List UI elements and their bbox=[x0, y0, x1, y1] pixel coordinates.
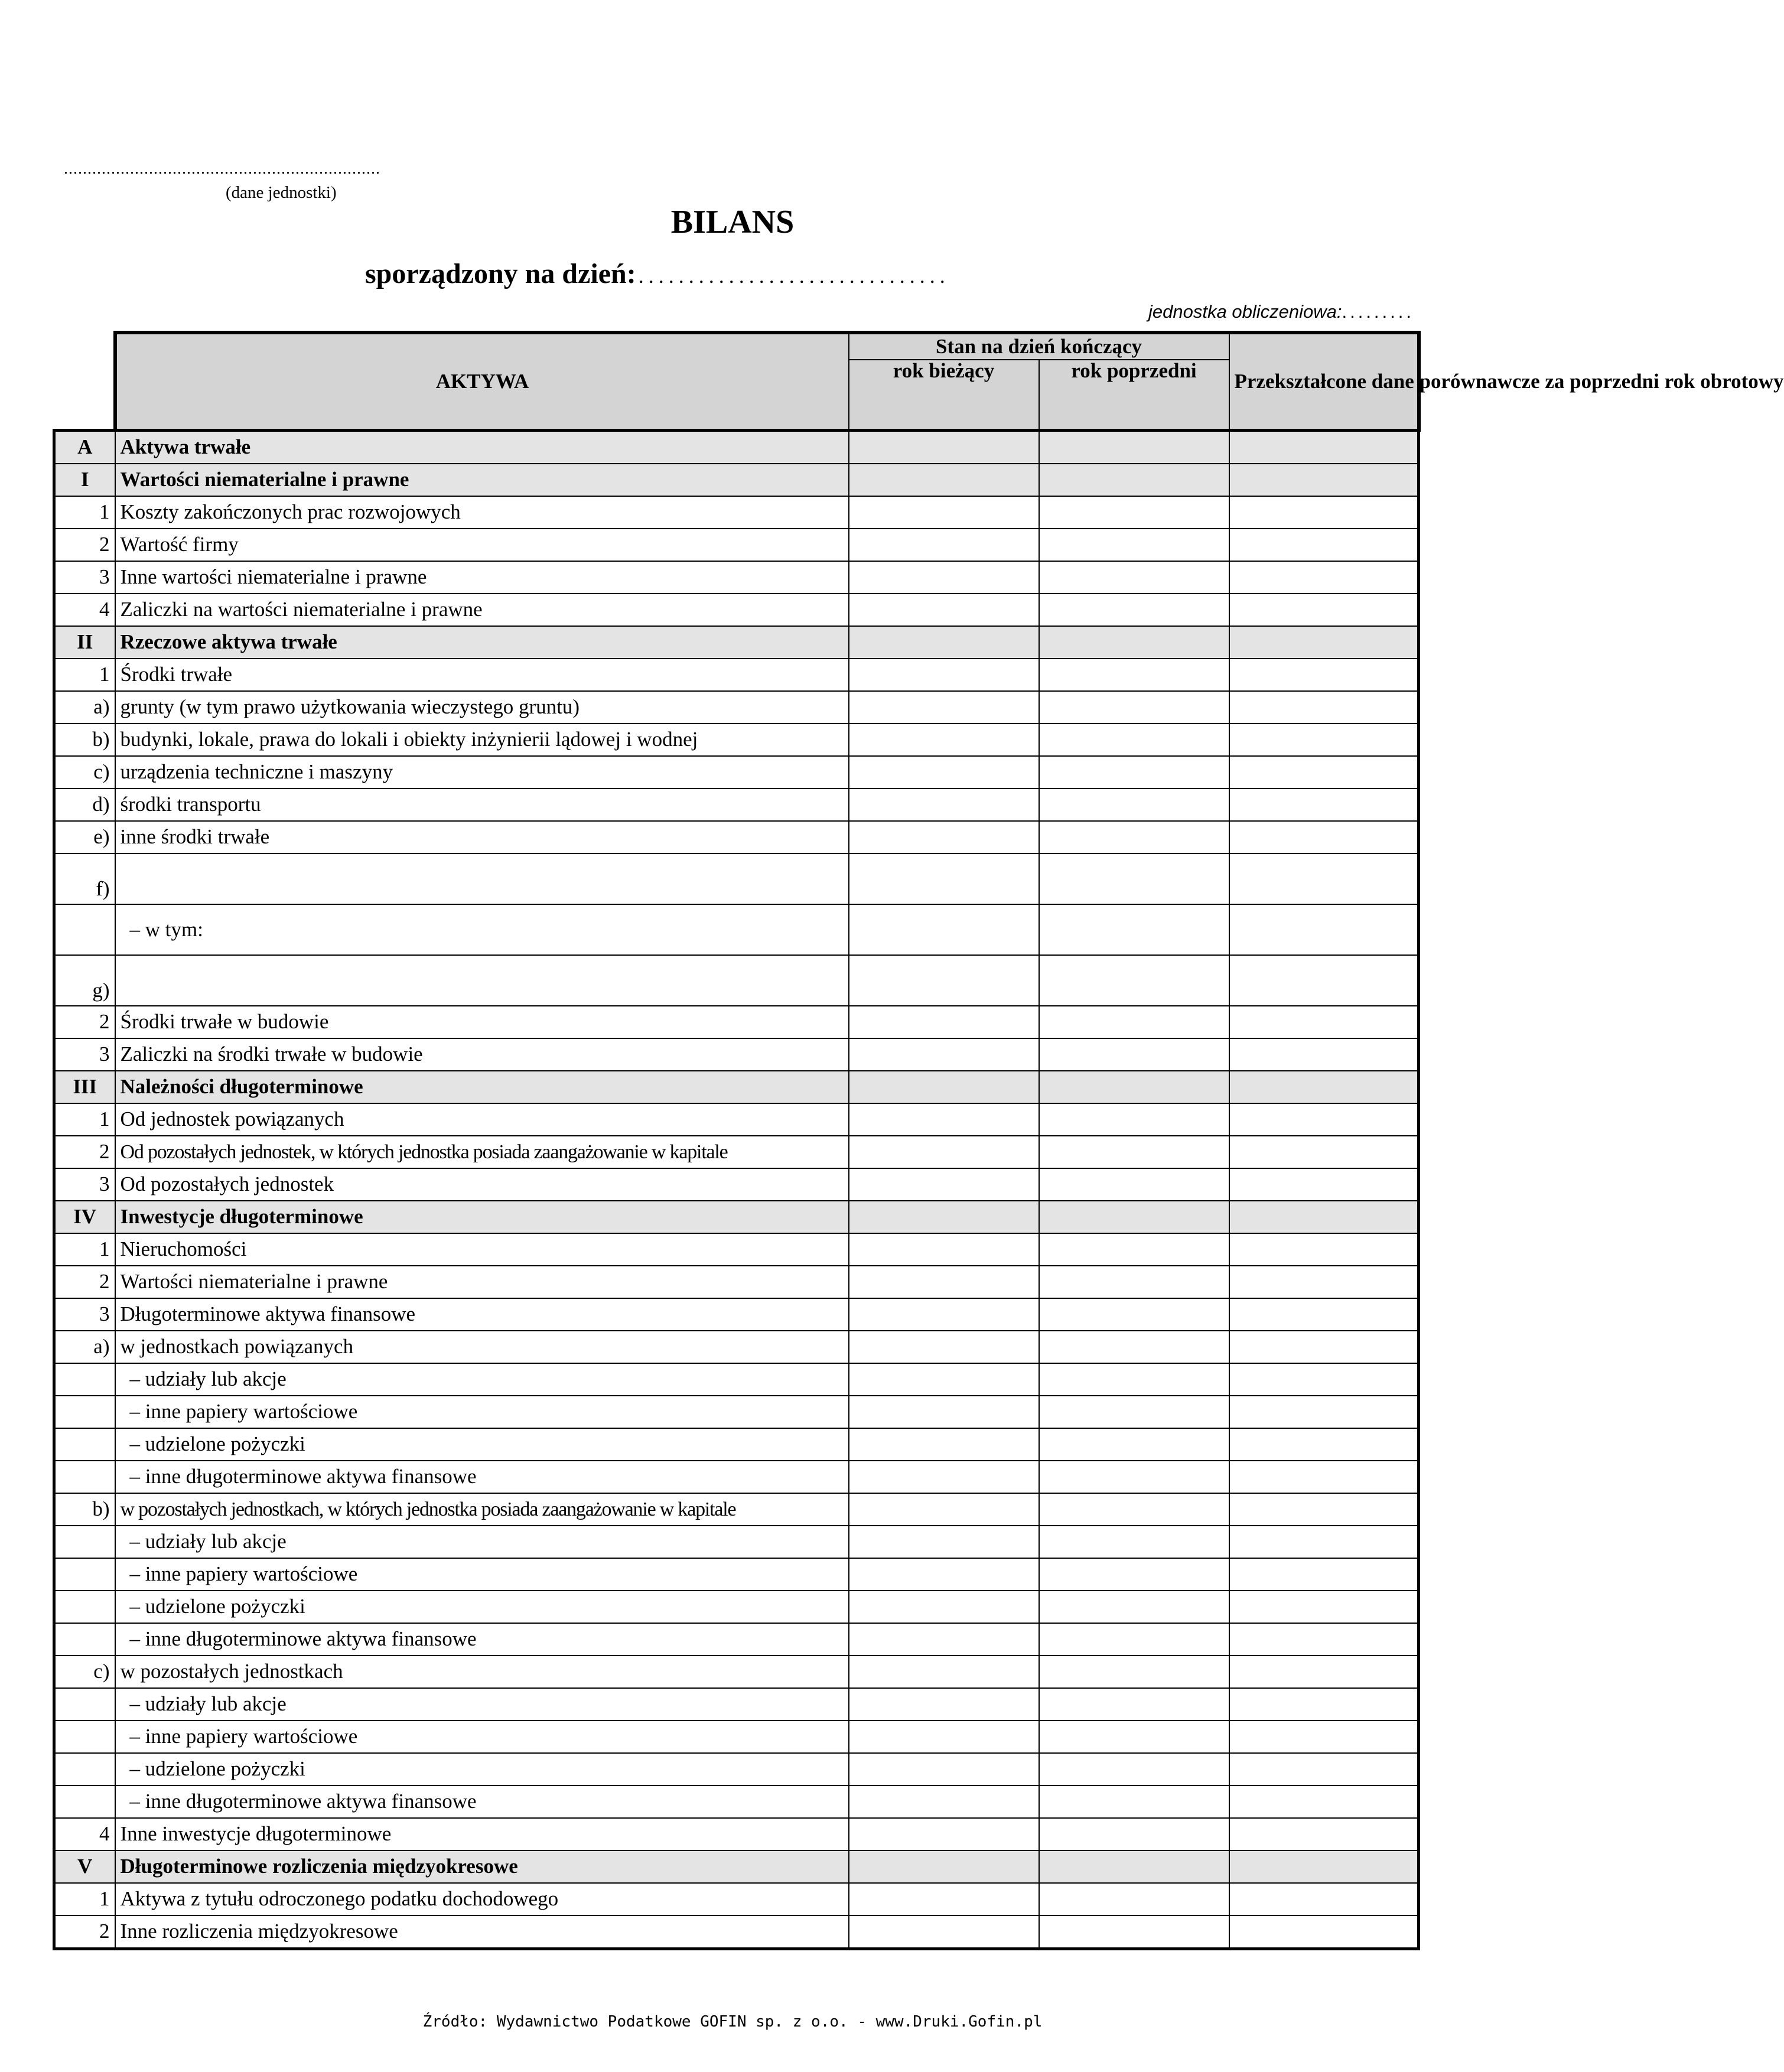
converted-value-cell[interactable] bbox=[1229, 431, 1419, 464]
converted-value-cell[interactable] bbox=[1229, 1396, 1419, 1428]
current-year-value-cell[interactable] bbox=[849, 789, 1039, 821]
converted-value-cell[interactable] bbox=[1229, 1786, 1419, 1818]
row-number bbox=[54, 1428, 115, 1461]
row-number: 2 bbox=[54, 1006, 115, 1038]
previous-year-value-cell[interactable] bbox=[1039, 904, 1229, 955]
row-number: 4 bbox=[54, 594, 115, 626]
row-label: Rzeczowe aktywa trwałe bbox=[115, 626, 849, 659]
row-label: Aktywa trwałe bbox=[115, 431, 849, 464]
row-number: 3 bbox=[54, 1168, 115, 1201]
table-row bbox=[54, 529, 1419, 561]
row-label: Zaliczki na wartości niematerialne i prawne bbox=[115, 594, 849, 626]
previous-year-value-cell[interactable] bbox=[1039, 1103, 1229, 1136]
previous-year-value-cell[interactable] bbox=[1039, 1233, 1229, 1266]
converted-value-cell[interactable] bbox=[1229, 1558, 1419, 1591]
current-year-value-cell[interactable] bbox=[849, 1883, 1039, 1915]
current-year-value-cell[interactable] bbox=[849, 626, 1039, 659]
previous-year-value-cell[interactable] bbox=[1039, 853, 1229, 904]
row-number bbox=[54, 1363, 115, 1396]
row-number bbox=[54, 1721, 115, 1753]
previous-year-value-cell[interactable] bbox=[1039, 789, 1229, 821]
table-row bbox=[54, 1623, 1419, 1656]
current-year-value-cell[interactable] bbox=[849, 1786, 1039, 1818]
table-row bbox=[54, 1396, 1419, 1428]
header-blank-cell bbox=[54, 333, 115, 431]
current-year-value-cell[interactable] bbox=[849, 594, 1039, 626]
current-year-value-cell[interactable] bbox=[849, 1493, 1039, 1526]
current-year-value-cell[interactable] bbox=[849, 691, 1039, 724]
table-row bbox=[54, 1786, 1419, 1818]
row-label bbox=[115, 955, 849, 1006]
previous-year-value-cell[interactable] bbox=[1039, 1266, 1229, 1298]
converted-value-cell[interactable] bbox=[1229, 464, 1419, 496]
previous-year-value-cell[interactable] bbox=[1039, 1136, 1229, 1168]
row-number: 1 bbox=[54, 1883, 115, 1915]
date-field-dots: ............................... bbox=[638, 264, 950, 288]
row-label: Długoterminowe rozliczenia międzyokresowe bbox=[115, 1851, 849, 1883]
previous-year-value-cell[interactable] bbox=[1039, 431, 1229, 464]
converted-value-cell[interactable] bbox=[1229, 1071, 1419, 1103]
unit-data-caption: (dane jednostki) bbox=[226, 183, 337, 202]
table-row bbox=[54, 724, 1419, 756]
header-previous-year: rok poprzedni bbox=[1039, 360, 1229, 431]
current-year-value-cell[interactable] bbox=[849, 1363, 1039, 1396]
row-number bbox=[54, 1461, 115, 1493]
converted-value-cell[interactable] bbox=[1229, 659, 1419, 691]
previous-year-value-cell[interactable] bbox=[1039, 1786, 1229, 1818]
row-number: I bbox=[54, 464, 115, 496]
converted-value-cell[interactable] bbox=[1229, 1753, 1419, 1786]
converted-value-cell[interactable] bbox=[1229, 1103, 1419, 1136]
row-number: c) bbox=[54, 756, 115, 789]
converted-value-cell[interactable] bbox=[1229, 1233, 1419, 1266]
previous-year-value-cell[interactable] bbox=[1039, 724, 1229, 756]
converted-value-cell[interactable] bbox=[1229, 904, 1419, 955]
header-current-year: rok bieżący bbox=[849, 360, 1039, 431]
current-year-value-cell[interactable] bbox=[849, 1526, 1039, 1558]
converted-value-cell[interactable] bbox=[1229, 1656, 1419, 1688]
row-label: – inne papiery wartościowe bbox=[115, 1721, 849, 1753]
calculation-unit-dots: ......... bbox=[1342, 301, 1414, 322]
converted-value-cell[interactable] bbox=[1229, 1851, 1419, 1883]
converted-value-cell[interactable] bbox=[1229, 626, 1419, 659]
row-label: Inne rozliczenia międzyokresowe bbox=[115, 1915, 849, 1949]
balance-sheet-rows bbox=[54, 431, 1419, 1949]
row-label: Wartość firmy bbox=[115, 529, 849, 561]
converted-value-cell[interactable] bbox=[1229, 1493, 1419, 1526]
table-row bbox=[54, 1071, 1419, 1103]
row-label bbox=[115, 853, 849, 904]
header-state-at-end: Stan na dzień kończący bbox=[849, 333, 1229, 360]
current-year-value-cell[interactable] bbox=[849, 1851, 1039, 1883]
table-row bbox=[54, 1915, 1419, 1949]
previous-year-value-cell[interactable] bbox=[1039, 1558, 1229, 1591]
converted-value-cell[interactable] bbox=[1229, 1526, 1419, 1558]
row-label: Środki trwałe w budowie bbox=[115, 1006, 849, 1038]
converted-value-cell[interactable] bbox=[1229, 756, 1419, 789]
row-number: e) bbox=[54, 821, 115, 853]
row-label: Nieruchomości bbox=[115, 1233, 849, 1266]
row-label: – inne długoterminowe aktywa finansowe bbox=[115, 1461, 849, 1493]
table-row bbox=[54, 1461, 1419, 1493]
previous-year-value-cell[interactable] bbox=[1039, 955, 1229, 1006]
table-row bbox=[54, 594, 1419, 626]
table-row bbox=[54, 1298, 1419, 1331]
row-number: II bbox=[54, 626, 115, 659]
converted-value-cell[interactable] bbox=[1229, 1461, 1419, 1493]
converted-value-cell[interactable] bbox=[1229, 1168, 1419, 1201]
row-number bbox=[54, 1396, 115, 1428]
previous-year-value-cell[interactable] bbox=[1039, 1753, 1229, 1786]
row-label: grunty (w tym prawo użytkowania wieczystego gruntu) bbox=[115, 691, 849, 724]
previous-year-value-cell[interactable] bbox=[1039, 1493, 1229, 1526]
current-year-value-cell[interactable] bbox=[849, 1331, 1039, 1363]
row-label: Wartości niematerialne i prawne bbox=[115, 1266, 849, 1298]
row-label: – inne papiery wartościowe bbox=[115, 1396, 849, 1428]
row-label: Długoterminowe aktywa finansowe bbox=[115, 1298, 849, 1331]
row-label: budynki, lokale, prawa do lokali i obiekty inżynierii lądowej i wodnej bbox=[115, 724, 849, 756]
row-label: Należności długoterminowe bbox=[115, 1071, 849, 1103]
row-label: w pozostałych jednostkach bbox=[115, 1656, 849, 1688]
row-label: Wartości niematerialne i prawne bbox=[115, 464, 849, 496]
current-year-value-cell[interactable] bbox=[849, 1818, 1039, 1851]
row-label: – udzielone pożyczki bbox=[115, 1753, 849, 1786]
previous-year-value-cell[interactable] bbox=[1039, 594, 1229, 626]
converted-value-cell[interactable] bbox=[1229, 1623, 1419, 1656]
current-year-value-cell[interactable] bbox=[849, 1591, 1039, 1623]
table-row bbox=[54, 561, 1419, 594]
row-number: 3 bbox=[54, 1038, 115, 1071]
table-row bbox=[54, 626, 1419, 659]
previous-year-value-cell[interactable] bbox=[1039, 821, 1229, 853]
row-number: A bbox=[54, 431, 115, 464]
row-label: – inne długoterminowe aktywa finansowe bbox=[115, 1623, 849, 1656]
calculation-unit-line bbox=[1148, 301, 1414, 322]
converted-value-cell[interactable] bbox=[1229, 1298, 1419, 1331]
row-number: 2 bbox=[54, 1136, 115, 1168]
row-label: Inwestycje długoterminowe bbox=[115, 1201, 849, 1233]
table-row bbox=[54, 1201, 1419, 1233]
row-number: b) bbox=[54, 1493, 115, 1526]
previous-year-value-cell[interactable] bbox=[1039, 659, 1229, 691]
current-year-value-cell[interactable] bbox=[849, 1168, 1039, 1201]
previous-year-value-cell[interactable] bbox=[1039, 1915, 1229, 1949]
current-year-value-cell[interactable] bbox=[849, 1266, 1039, 1298]
row-number bbox=[54, 904, 115, 955]
row-number: III bbox=[54, 1071, 115, 1103]
previous-year-value-cell[interactable] bbox=[1039, 1201, 1229, 1233]
row-number bbox=[54, 1786, 115, 1818]
current-year-value-cell[interactable] bbox=[849, 724, 1039, 756]
table-row bbox=[54, 1526, 1419, 1558]
row-number: g) bbox=[54, 955, 115, 1006]
current-year-value-cell[interactable] bbox=[849, 1006, 1039, 1038]
calculation-unit-label: jednostka obliczeniowa: bbox=[1148, 301, 1342, 322]
row-number: c) bbox=[54, 1656, 115, 1688]
row-number: 4 bbox=[54, 1818, 115, 1851]
row-number: 3 bbox=[54, 561, 115, 594]
table-row bbox=[54, 1363, 1419, 1396]
row-number: 1 bbox=[54, 1233, 115, 1266]
converted-value-cell[interactable] bbox=[1229, 1201, 1419, 1233]
current-year-value-cell[interactable] bbox=[849, 756, 1039, 789]
row-label: inne środki trwałe bbox=[115, 821, 849, 853]
row-number: 1 bbox=[54, 1103, 115, 1136]
current-year-value-cell[interactable] bbox=[849, 1721, 1039, 1753]
table-row bbox=[54, 1688, 1419, 1721]
balance-sheet-table bbox=[53, 331, 1784, 1950]
table-row bbox=[54, 1331, 1419, 1363]
current-year-value-cell[interactable] bbox=[849, 1656, 1039, 1688]
row-label: – udziały lub akcje bbox=[115, 1688, 849, 1721]
row-label: – udziały lub akcje bbox=[115, 1526, 849, 1558]
previous-year-value-cell[interactable] bbox=[1039, 1851, 1229, 1883]
current-year-value-cell[interactable] bbox=[849, 1753, 1039, 1786]
row-label: Aktywa z tytułu odroczonego podatku dochodowego bbox=[115, 1883, 849, 1915]
table-row bbox=[54, 789, 1419, 821]
current-year-value-cell[interactable] bbox=[849, 1688, 1039, 1721]
table-row bbox=[54, 496, 1419, 529]
previous-year-value-cell[interactable] bbox=[1039, 1623, 1229, 1656]
row-number bbox=[54, 1591, 115, 1623]
row-label: Od jednostek powiązanych bbox=[115, 1103, 849, 1136]
row-number bbox=[54, 1753, 115, 1786]
current-year-value-cell[interactable] bbox=[849, 1201, 1039, 1233]
converted-value-cell[interactable] bbox=[1229, 1006, 1419, 1038]
table-row bbox=[54, 659, 1419, 691]
row-number: 3 bbox=[54, 1298, 115, 1331]
current-year-value-cell[interactable] bbox=[849, 1233, 1039, 1266]
table-row bbox=[54, 1591, 1419, 1623]
previous-year-value-cell[interactable] bbox=[1039, 1038, 1229, 1071]
row-label: środki transportu bbox=[115, 789, 849, 821]
converted-value-cell[interactable] bbox=[1229, 789, 1419, 821]
previous-year-value-cell[interactable] bbox=[1039, 1363, 1229, 1396]
row-label: urządzenia techniczne i maszyny bbox=[115, 756, 849, 789]
table-row bbox=[54, 1753, 1419, 1786]
table-row bbox=[54, 1558, 1419, 1591]
previous-year-value-cell[interactable] bbox=[1039, 1818, 1229, 1851]
current-year-value-cell[interactable] bbox=[849, 431, 1039, 464]
converted-value-cell[interactable] bbox=[1229, 1266, 1419, 1298]
table-row bbox=[54, 691, 1419, 724]
row-label: Środki trwałe bbox=[115, 659, 849, 691]
row-number: 2 bbox=[54, 1266, 115, 1298]
table-row bbox=[54, 756, 1419, 789]
converted-value-cell[interactable] bbox=[1229, 529, 1419, 561]
current-year-value-cell[interactable] bbox=[849, 561, 1039, 594]
row-label: – inne długoterminowe aktywa finansowe bbox=[115, 1786, 849, 1818]
previous-year-value-cell[interactable] bbox=[1039, 1591, 1229, 1623]
table-row bbox=[54, 464, 1419, 496]
row-number: a) bbox=[54, 1331, 115, 1363]
table-row bbox=[54, 1038, 1419, 1071]
current-year-value-cell[interactable] bbox=[849, 1038, 1039, 1071]
table-row bbox=[54, 431, 1419, 464]
row-number bbox=[54, 1688, 115, 1721]
current-year-value-cell[interactable] bbox=[849, 904, 1039, 955]
previous-year-value-cell[interactable] bbox=[1039, 561, 1229, 594]
row-number: a) bbox=[54, 691, 115, 724]
previous-year-value-cell[interactable] bbox=[1039, 1006, 1229, 1038]
current-year-value-cell[interactable] bbox=[849, 1396, 1039, 1428]
converted-value-cell[interactable] bbox=[1229, 1363, 1419, 1396]
table-row bbox=[54, 853, 1419, 904]
converted-value-cell[interactable] bbox=[1229, 1688, 1419, 1721]
current-year-value-cell[interactable] bbox=[849, 1623, 1039, 1656]
row-number: b) bbox=[54, 724, 115, 756]
previous-year-value-cell[interactable] bbox=[1039, 756, 1229, 789]
previous-year-value-cell[interactable] bbox=[1039, 1071, 1229, 1103]
previous-year-value-cell[interactable] bbox=[1039, 529, 1229, 561]
row-number: f) bbox=[54, 853, 115, 904]
previous-year-value-cell[interactable] bbox=[1039, 1721, 1229, 1753]
previous-year-value-cell[interactable] bbox=[1039, 496, 1229, 529]
table-row bbox=[54, 1851, 1419, 1883]
row-label: Od pozostałych jednostek bbox=[115, 1168, 849, 1201]
previous-year-value-cell[interactable] bbox=[1039, 1688, 1229, 1721]
table-row bbox=[54, 1493, 1419, 1526]
converted-value-cell[interactable] bbox=[1229, 1915, 1419, 1949]
converted-value-cell[interactable] bbox=[1229, 1136, 1419, 1168]
date-line bbox=[365, 258, 950, 290]
converted-value-cell[interactable] bbox=[1229, 724, 1419, 756]
table-row bbox=[54, 1103, 1419, 1136]
previous-year-value-cell[interactable] bbox=[1039, 1461, 1229, 1493]
previous-year-value-cell[interactable] bbox=[1039, 1168, 1229, 1201]
converted-value-cell[interactable] bbox=[1229, 853, 1419, 904]
row-label: – udziały lub akcje bbox=[115, 1363, 849, 1396]
converted-value-cell[interactable] bbox=[1229, 1591, 1419, 1623]
table-row bbox=[54, 1168, 1419, 1201]
converted-value-cell[interactable] bbox=[1229, 1038, 1419, 1071]
previous-year-value-cell[interactable] bbox=[1039, 1883, 1229, 1915]
date-label: sporządzony na dzień: bbox=[365, 258, 636, 289]
row-label: w jednostkach powiązanych bbox=[115, 1331, 849, 1363]
page-title: BILANS bbox=[670, 204, 795, 240]
converted-value-cell[interactable] bbox=[1229, 821, 1419, 853]
row-label: Od pozostałych jednostek, w których jednostka posiada zaangażowanie w kapitale bbox=[115, 1136, 849, 1168]
row-number: IV bbox=[54, 1201, 115, 1233]
current-year-value-cell[interactable] bbox=[849, 1136, 1039, 1168]
current-year-value-cell[interactable] bbox=[849, 1298, 1039, 1331]
converted-value-cell[interactable] bbox=[1229, 561, 1419, 594]
current-year-value-cell[interactable] bbox=[849, 464, 1039, 496]
converted-value-cell[interactable] bbox=[1229, 955, 1419, 1006]
row-number bbox=[54, 1526, 115, 1558]
table-row bbox=[54, 1233, 1419, 1266]
row-label: Inne inwestycje długoterminowe bbox=[115, 1818, 849, 1851]
converted-value-cell[interactable] bbox=[1229, 1883, 1419, 1915]
previous-year-value-cell[interactable] bbox=[1039, 1526, 1229, 1558]
previous-year-value-cell[interactable] bbox=[1039, 626, 1229, 659]
row-number bbox=[54, 1558, 115, 1591]
table-row bbox=[54, 1656, 1419, 1688]
table-row bbox=[54, 1883, 1419, 1915]
row-label: Inne wartości niematerialne i prawne bbox=[115, 561, 849, 594]
converted-value-cell[interactable] bbox=[1229, 1428, 1419, 1461]
row-label: – inne papiery wartościowe bbox=[115, 1558, 849, 1591]
source-footer: Źródło: Wydawnictwo Podatkowe GOFIN sp. z o.o. - www.Druki.Gofin.pl bbox=[422, 2013, 1043, 2031]
table-row bbox=[54, 1818, 1419, 1851]
current-year-value-cell[interactable] bbox=[849, 1428, 1039, 1461]
header-aktywa: AKTYWA bbox=[115, 333, 849, 431]
row-label: – w tym: bbox=[115, 904, 849, 955]
current-year-value-cell[interactable] bbox=[849, 1071, 1039, 1103]
previous-year-value-cell[interactable] bbox=[1039, 464, 1229, 496]
converted-value-cell[interactable] bbox=[1229, 1331, 1419, 1363]
row-number: 1 bbox=[54, 496, 115, 529]
row-number: V bbox=[54, 1851, 115, 1883]
current-year-value-cell[interactable] bbox=[849, 529, 1039, 561]
converted-value-cell[interactable] bbox=[1229, 594, 1419, 626]
converted-value-cell[interactable] bbox=[1229, 496, 1419, 529]
current-year-value-cell[interactable] bbox=[849, 1461, 1039, 1493]
table-row bbox=[54, 1428, 1419, 1461]
current-year-value-cell[interactable] bbox=[849, 1558, 1039, 1591]
current-year-value-cell[interactable] bbox=[849, 496, 1039, 529]
previous-year-value-cell[interactable] bbox=[1039, 1428, 1229, 1461]
header-converted-data: Przekształcone dane porównawcze za poprzedni rok obrotowy bbox=[1229, 333, 1419, 431]
table-row bbox=[54, 821, 1419, 853]
current-year-value-cell[interactable] bbox=[849, 821, 1039, 853]
table-row bbox=[54, 1266, 1419, 1298]
table-row bbox=[54, 1136, 1419, 1168]
row-label: Koszty zakończonych prac rozwojowych bbox=[115, 496, 849, 529]
table-row bbox=[54, 955, 1419, 1006]
previous-year-value-cell[interactable] bbox=[1039, 1656, 1229, 1688]
current-year-value-cell[interactable] bbox=[849, 1915, 1039, 1949]
converted-value-cell[interactable] bbox=[1229, 691, 1419, 724]
converted-value-cell[interactable] bbox=[1229, 1721, 1419, 1753]
previous-year-value-cell[interactable] bbox=[1039, 691, 1229, 724]
unit-data-dotted-line: ................................................................... bbox=[64, 159, 380, 178]
row-label: Zaliczki na środki trwałe w budowie bbox=[115, 1038, 849, 1071]
row-label: w pozostałych jednostkach, w których jednostka posiada zaangażowanie w kapitale bbox=[115, 1493, 849, 1526]
previous-year-value-cell[interactable] bbox=[1039, 1331, 1229, 1363]
row-number bbox=[54, 1623, 115, 1656]
row-number: 2 bbox=[54, 529, 115, 561]
current-year-value-cell[interactable] bbox=[849, 853, 1039, 904]
previous-year-value-cell[interactable] bbox=[1039, 1396, 1229, 1428]
row-label: – udzielone pożyczki bbox=[115, 1591, 849, 1623]
row-label: – udzielone pożyczki bbox=[115, 1428, 849, 1461]
row-number: 1 bbox=[54, 659, 115, 691]
current-year-value-cell[interactable] bbox=[849, 955, 1039, 1006]
row-number: 2 bbox=[54, 1915, 115, 1949]
row-number: d) bbox=[54, 789, 115, 821]
table-row bbox=[54, 1006, 1419, 1038]
converted-value-cell[interactable] bbox=[1229, 1818, 1419, 1851]
table-row bbox=[54, 1721, 1419, 1753]
current-year-value-cell[interactable] bbox=[849, 659, 1039, 691]
previous-year-value-cell[interactable] bbox=[1039, 1298, 1229, 1331]
current-year-value-cell[interactable] bbox=[849, 1103, 1039, 1136]
table-row bbox=[54, 904, 1419, 955]
